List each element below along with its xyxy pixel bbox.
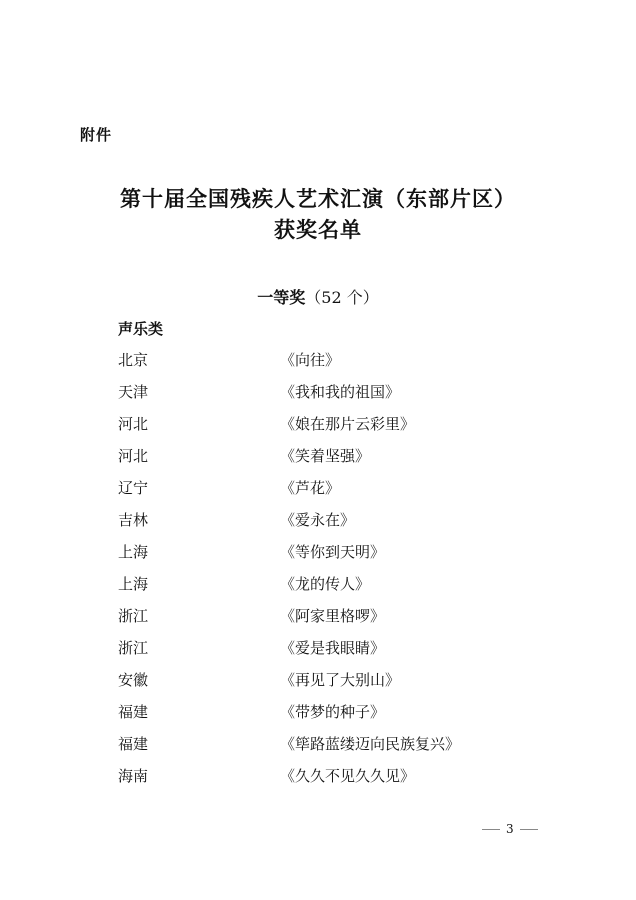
work-title: 《爱永在》 bbox=[280, 511, 356, 529]
list-item bbox=[0, 381, 636, 413]
list-item bbox=[0, 637, 636, 669]
work-title: 《久久不见久久见》 bbox=[280, 767, 416, 785]
prize-name: 一等奖 bbox=[257, 288, 306, 307]
region-name: 吉林 bbox=[118, 511, 149, 529]
region-name: 海南 bbox=[118, 767, 149, 785]
work-title: 《娘在那片云彩里》 bbox=[280, 415, 416, 433]
region-name: 浙江 bbox=[118, 639, 149, 657]
region-name: 河北 bbox=[118, 415, 149, 433]
work-title: 《带梦的种子》 bbox=[280, 703, 386, 721]
page-number: 3 bbox=[506, 822, 514, 836]
list-item bbox=[0, 701, 636, 733]
region-name: 上海 bbox=[118, 575, 149, 593]
region-name: 浙江 bbox=[118, 607, 149, 625]
work-title: 《向往》 bbox=[280, 351, 341, 369]
list-item bbox=[0, 509, 636, 541]
list-item bbox=[0, 445, 636, 477]
work-title: 《我和我的祖国》 bbox=[280, 383, 401, 401]
region-name: 天津 bbox=[118, 383, 149, 401]
attachment-label: 附件 bbox=[80, 126, 113, 144]
region-name: 辽宁 bbox=[118, 479, 149, 497]
document-title: 第十届全国残疾人艺术汇演（东部片区） bbox=[120, 186, 516, 211]
region-name: 河北 bbox=[118, 447, 149, 465]
work-title: 《芦花》 bbox=[280, 479, 341, 497]
work-title: 《筚路蓝缕迈向民族复兴》 bbox=[280, 735, 461, 753]
list-item bbox=[0, 605, 636, 637]
prize-heading bbox=[0, 285, 636, 308]
region-name: 福建 bbox=[118, 735, 149, 753]
list-item bbox=[0, 413, 636, 445]
work-title: 《阿家里格啰》 bbox=[280, 607, 386, 625]
list-item bbox=[0, 669, 636, 701]
work-title: 《再见了大别山》 bbox=[280, 671, 401, 689]
prize-count: （52 个） bbox=[305, 288, 379, 307]
work-title: 《龙的传人》 bbox=[280, 575, 371, 593]
list-item bbox=[0, 477, 636, 509]
list-item bbox=[0, 541, 636, 573]
region-name: 上海 bbox=[118, 543, 149, 561]
award-list bbox=[0, 349, 636, 797]
work-title: 《等你到天明》 bbox=[280, 543, 386, 561]
footer-dash-left bbox=[482, 829, 500, 830]
list-item bbox=[0, 733, 636, 765]
page-number-wrap bbox=[476, 822, 544, 836]
list-item bbox=[0, 573, 636, 605]
region-name: 北京 bbox=[118, 351, 149, 369]
list-item bbox=[0, 765, 636, 797]
footer-dash-right bbox=[520, 829, 538, 830]
work-title: 《爱是我眼睛》 bbox=[280, 639, 386, 657]
region-name: 福建 bbox=[118, 703, 149, 721]
region-name: 安徽 bbox=[118, 671, 149, 689]
list-item bbox=[0, 349, 636, 381]
work-title: 《笑着坚强》 bbox=[280, 447, 371, 465]
document-subtitle: 获奖名单 bbox=[274, 217, 362, 242]
category-heading: 声乐类 bbox=[118, 320, 164, 338]
